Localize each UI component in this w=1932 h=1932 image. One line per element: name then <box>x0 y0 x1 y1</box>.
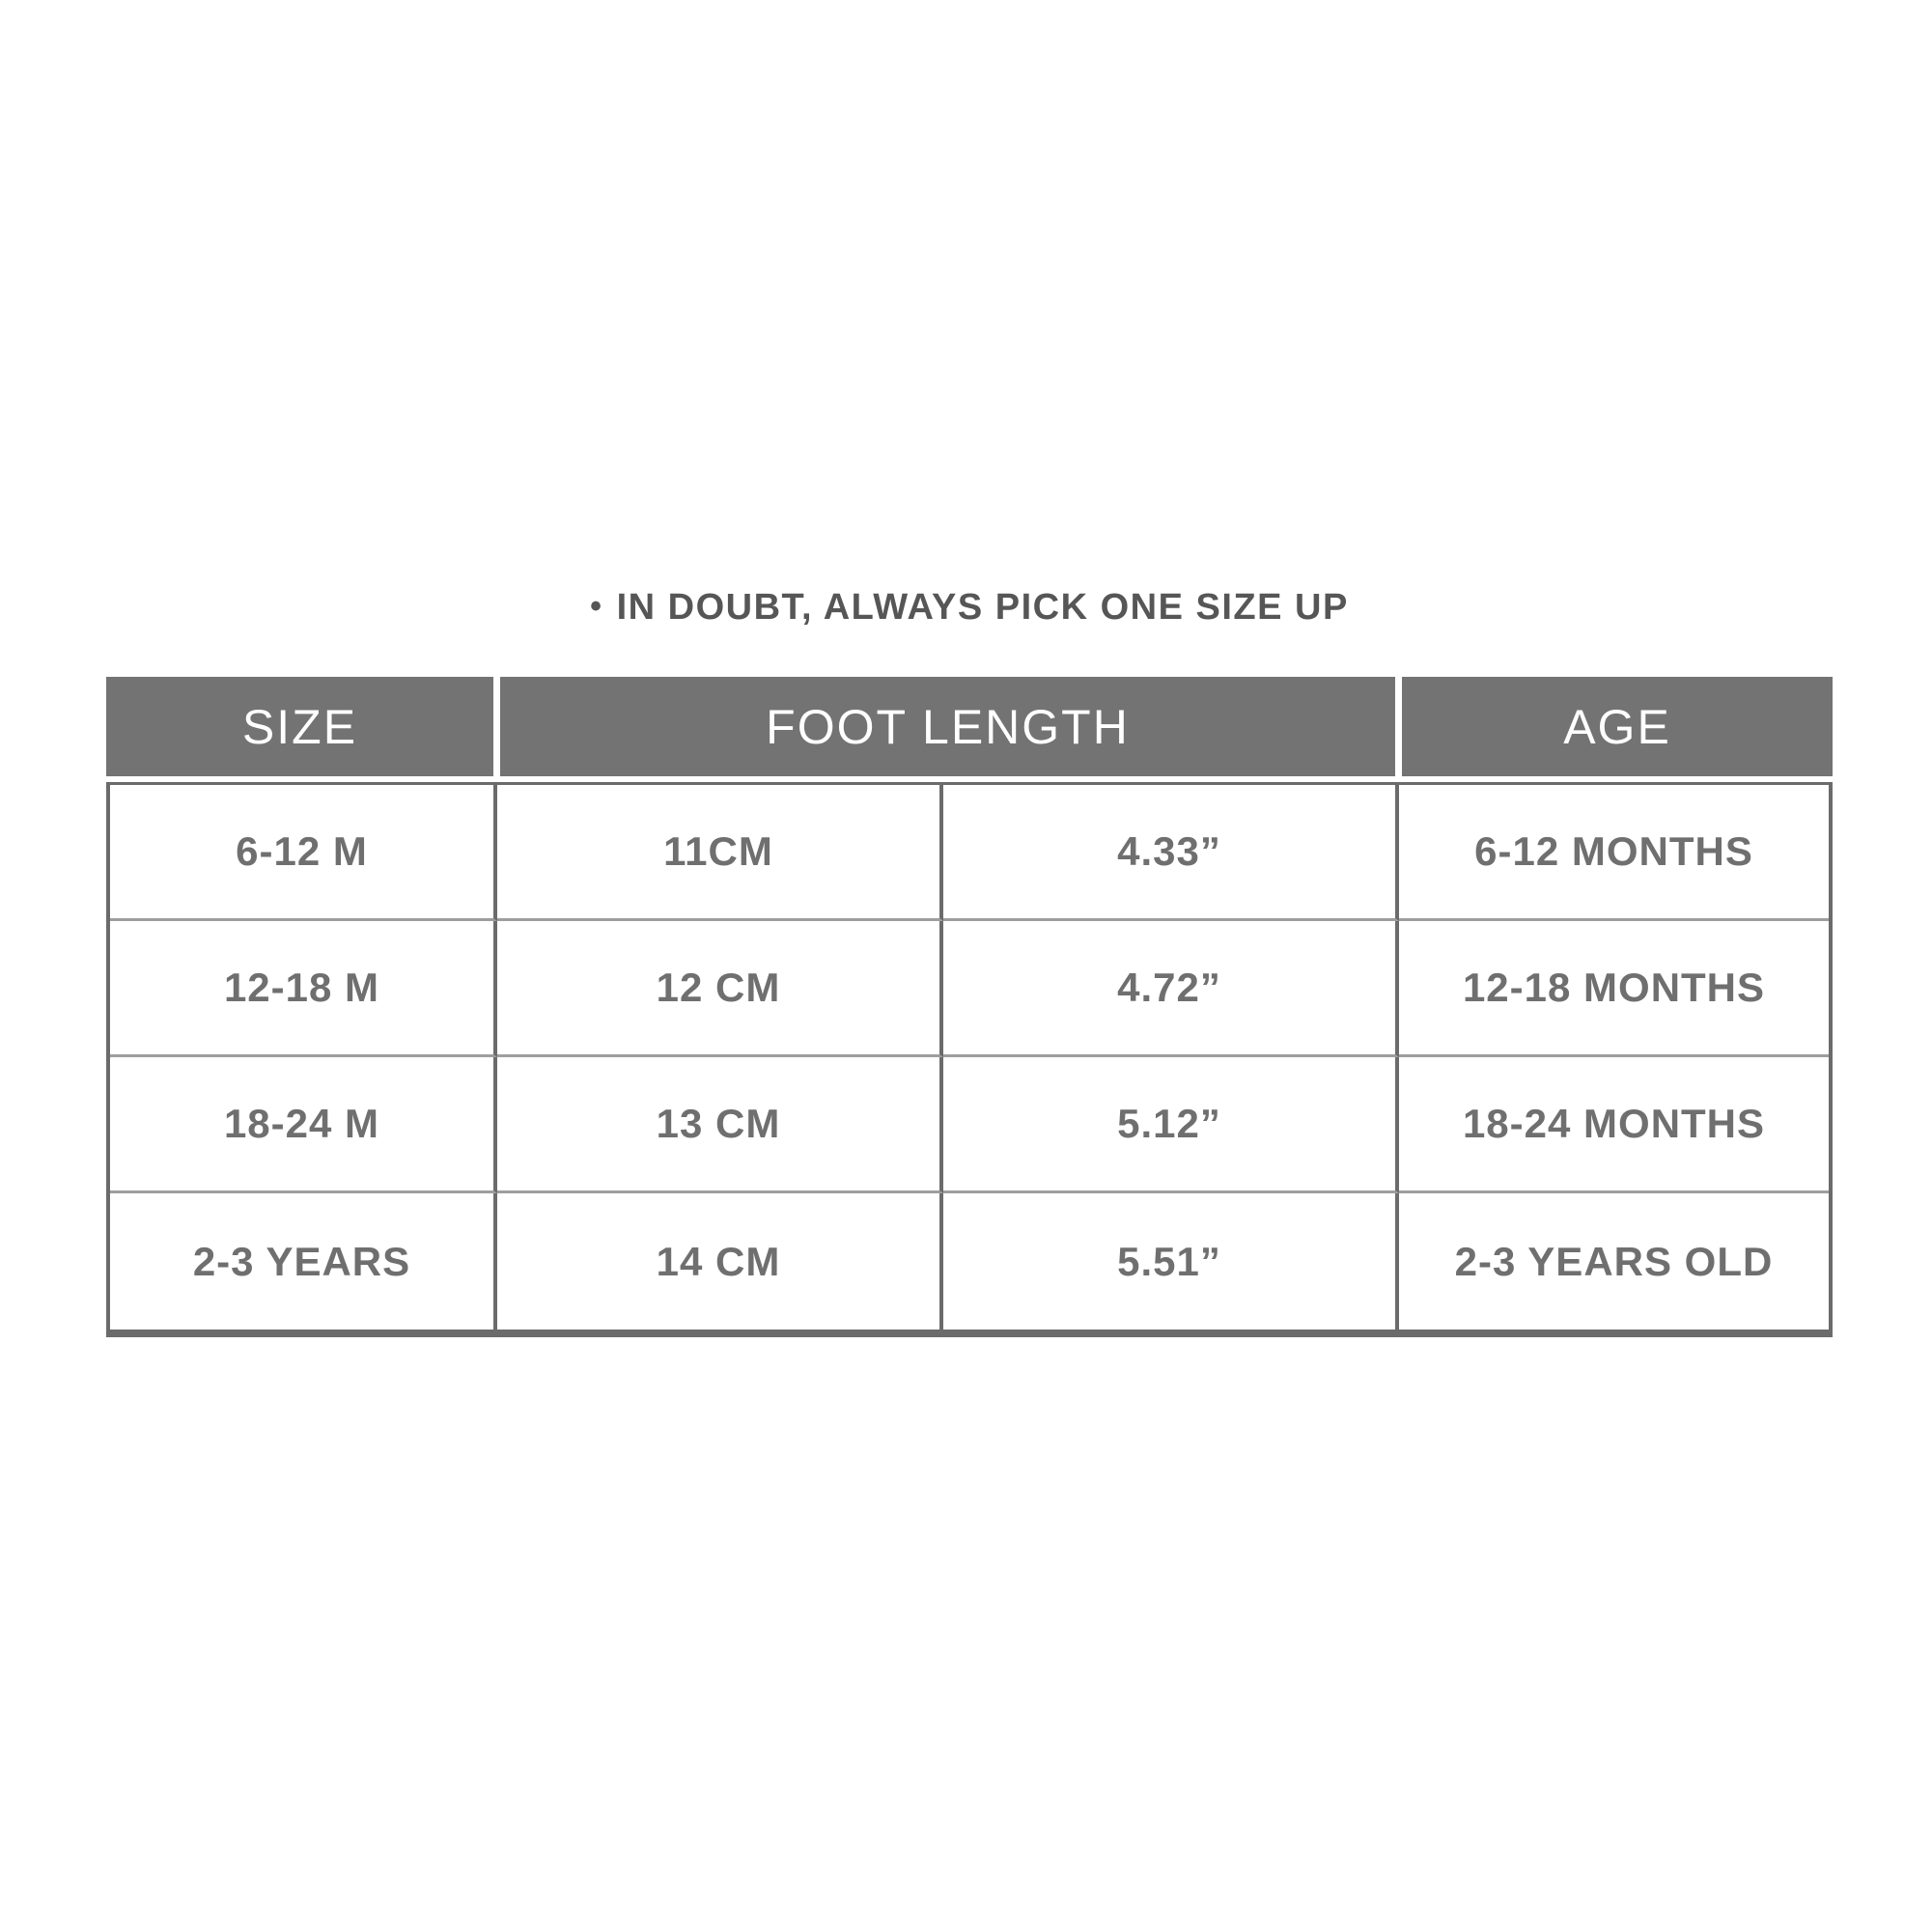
cell-foot-cm: 13 CM <box>497 1057 943 1193</box>
cell-foot-cm: 12 CM <box>497 921 943 1057</box>
cell-foot-inches: 5.51” <box>943 1193 1399 1330</box>
cell-foot-cm: 14 CM <box>497 1193 943 1330</box>
cell-age: 18-24 MONTHS <box>1399 1057 1829 1193</box>
header-foot-length: FOOT LENGTH <box>500 677 1395 776</box>
bullet-icon: • <box>590 588 603 625</box>
header-size: SIZE <box>106 677 493 776</box>
cell-foot-inches: 5.12” <box>943 1057 1399 1193</box>
size-note <box>106 587 1833 629</box>
cell-size: 6-12 M <box>110 785 497 921</box>
cell-age: 6-12 MONTHS <box>1399 785 1829 921</box>
cell-age: 12-18 MONTHS <box>1399 921 1829 1057</box>
table-header-row <box>106 677 1833 776</box>
cell-size: 18-24 M <box>110 1057 497 1193</box>
cell-foot-inches: 4.33” <box>943 785 1399 921</box>
note-text: IN DOUBT, ALWAYS PICK ONE SIZE UP <box>616 587 1349 628</box>
cell-foot-inches: 4.72” <box>943 921 1399 1057</box>
cell-size: 12-18 M <box>110 921 497 1057</box>
cell-foot-cm: 11CM <box>497 785 943 921</box>
cell-size: 2-3 YEARS <box>110 1193 497 1330</box>
size-chart-table <box>106 677 1833 1337</box>
table-body <box>106 782 1833 1337</box>
header-age: AGE <box>1402 677 1833 776</box>
cell-age: 2-3 YEARS OLD <box>1454 1238 1774 1284</box>
